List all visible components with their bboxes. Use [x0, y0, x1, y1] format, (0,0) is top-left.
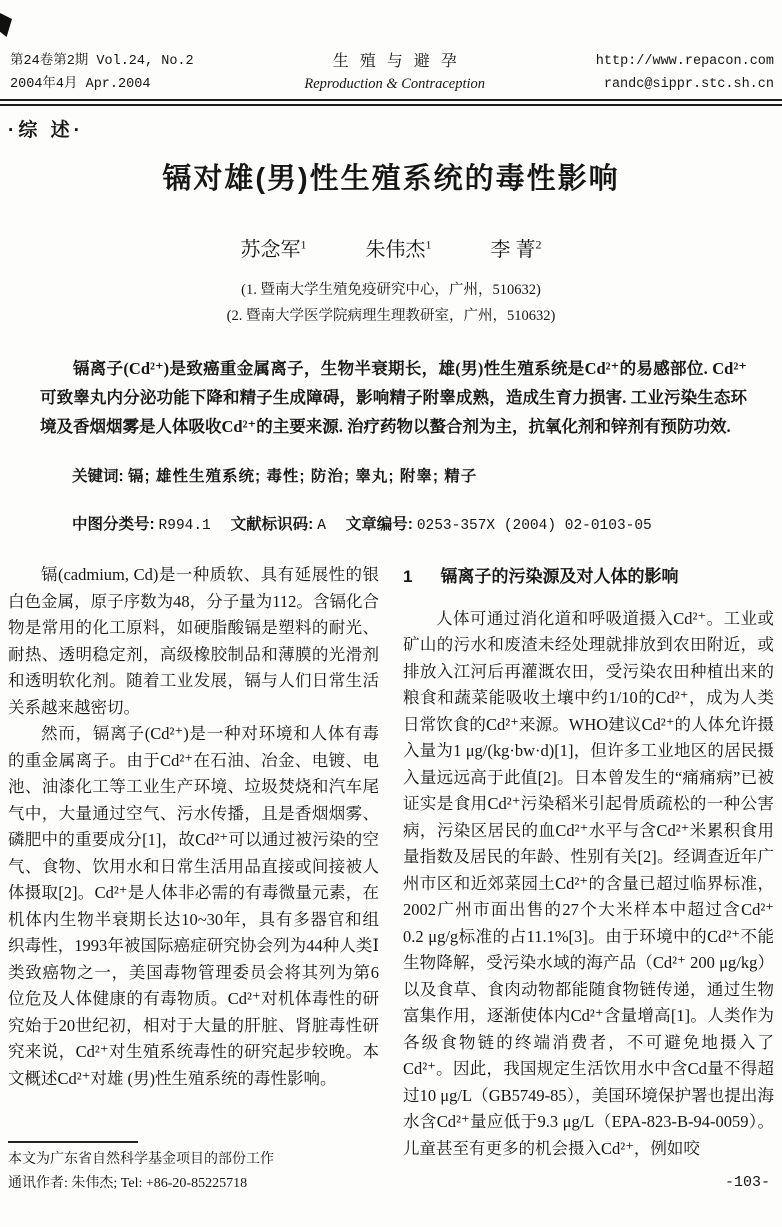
affiliation-block	[0, 277, 782, 329]
journal-name-english: Reproduction & Contraception	[304, 76, 486, 92]
clc-label: 中图分类号:	[72, 516, 155, 533]
doc-code-label: 文献标识码:	[230, 516, 314, 533]
review-section-marker: ·综 述·	[8, 120, 84, 141]
keywords-values: 镉; 雄性生殖系统; 毒性; 防治; 睾丸; 附睾; 精子	[127, 468, 478, 485]
clc-value: R994.1	[158, 518, 211, 534]
author-line	[0, 233, 782, 262]
author	[241, 239, 307, 261]
header-divider-rule	[0, 99, 782, 106]
journal-name-block	[304, 50, 485, 96]
issue-info	[10, 50, 194, 96]
right-column	[403, 562, 774, 1196]
classification-line	[72, 512, 747, 534]
author-affiliation-sup: 1	[300, 237, 307, 252]
affiliation-line: (1. 暨南大学生殖免疫研究中心，广州，510632)	[241, 282, 541, 298]
journal-name-chinese: 生殖与避孕	[332, 53, 468, 70]
abstract-text: 镉离子(Cd²⁺)是致癌重金属离子，生物半衰期长，雄(男)性生殖系统是Cd²⁺的易感部位. Cd²⁺可致睾丸内分泌功能下降和精子生成障碍，影响精子附睾成熟，造成生育力损害. 工业污染生态环境及香烟烟雾是人体吸收Cd²⁺的主要来源. 治疗药物以螯合剂为主，抗氧化剂和锌剂有预防功效.	[40, 359, 747, 436]
author	[491, 239, 542, 261]
journal-header	[0, 0, 782, 96]
section-1-number: 1	[403, 567, 413, 586]
author-name: 李 菁	[490, 239, 536, 261]
journal-website: http://www.repacon.com	[595, 54, 774, 69]
author-affiliation-sup: 2	[535, 237, 542, 252]
footnote-funding-line: 本文为广东省自然科学基金项目的部份工作	[8, 1152, 274, 1167]
footnote-block	[8, 1141, 379, 1196]
section-1-heading	[403, 564, 774, 591]
body-columns	[8, 562, 774, 1196]
section-1-title: 镉离子的污染源及对人体的影响	[440, 567, 679, 586]
intro-paragraph-1: 镉(cadmium, Cd)是一种质软、具有延展性的银白色金属，原子序数为48，分子量为112。含镉化合物是常用的化工原料，如硬脂酸镉是塑料的耐光、耐热、透明稳定剂，高级橡胶制品和薄膜的光滑剂和透明软化剂。随着工业发展，镉与人们日常生活关系越来越密切。	[8, 565, 379, 717]
keywords-line	[72, 464, 747, 486]
issue-volume-line: 第24卷第2期 Vol.24, No.2	[10, 54, 194, 69]
page-number: -103-	[724, 1173, 770, 1191]
issue-date-line: 2004年4月 Apr.2004	[10, 77, 151, 92]
author-name: 苏念军	[240, 239, 301, 261]
intro-paragraph-2: 然而，镉离子(Cd²⁺)是一种对环境和人体有毒的重金属离子。由于Cd²⁺在石油、冶金、电镀、电池、油漆化工等工业生产环境、垃圾焚烧和汽车尾气中，大量通过空气、污水传播，且是香烟烟雾、磷肥中的重要成分[1]，故Cd²⁺可以通过被污染的空气、食物、饮用水和日常生活用品直接或间接被人体摄取[2]。Cd²⁺是人体非必需的有毒微量元素，在机体内生物半衰期长达10~30年，具有多器官和组织毒性，1993年被国际癌症研究协会列为44种人类Ⅰ类致癌物之一，美国毒物管理委员会将其列为第6位危及人体健康的有毒物质。Cd²⁺对机体毒性的研究始于20世纪初，相对于大量的肝脏、肾脏毒性研究来说，Cd²⁺对生殖系统毒性的研究起步较晚。本文概述Cd²⁺对雄 (男)性生殖系统的毒性影响。	[8, 724, 379, 1088]
doc-code-value: A	[317, 518, 326, 534]
left-column	[8, 562, 379, 1196]
author	[366, 239, 432, 261]
footnote-divider-rule	[8, 1141, 138, 1143]
footnote-corresponding-author-line: 通讯作者: 朱伟杰; Tel: +86-20-85225718	[8, 1176, 248, 1191]
journal-email: randc@sippr.stc.sh.cn	[603, 77, 774, 92]
journal-contact-block	[596, 50, 774, 96]
keywords-label: 关键词:	[72, 468, 124, 485]
author-name: 朱伟杰	[365, 239, 426, 261]
article-id-value: 0253-357X (2004) 02-0103-05	[416, 518, 652, 534]
affiliation-line: (2. 暨南大学医学院病理生理教研室，广州，510632)	[226, 308, 556, 324]
article-title: 镉对雄(男)性生殖系统的毒性影响	[162, 163, 620, 195]
author-affiliation-sup: 1	[425, 237, 432, 252]
article-id-label: 文章编号:	[345, 516, 413, 533]
section-1-paragraph: 人体可通过消化道和呼吸道摄入Cd²⁺。工业或矿山的污水和废渣未经处理就排放到农田附近，或排放入江河后再灌溉农田，受污染农田种植出来的粮食和蔬菜能吸收土壤中约1/10的Cd²⁺，成为人类日常饮食的Cd²⁺来源。WHO建议Cd²⁺的人体允许摄入量为1 μg/(kg·bw·d)[1]，但许多工业地区的居民摄入量远远高于此值[2]。日本曾发生的“痛痛病”已被证实是食用Cd²⁺污染稻米引起骨质疏松的一种公害病，污染区居民的血Cd²⁺水平与含Cd²⁺米累积食用量指数及居民的年龄、性别有关[2]。经调查近年广州市区和近郊菜园土Cd²⁺的含量已超过临界标准，2002广州市面出售的27个大米样本中超过含Cd²⁺ 0.2 μg/g标准的占11.1%[3]。由于环境中的Cd²⁺不能生物降解，受污染水域的海产品（Cd²⁺ 200 μg/kg）以及食草、食肉动物都能随食物链传递，通过生物富集作用，逐渐使体内Cd²⁺含量增高[1]。人类作为各级食物链的终端消费者，不可避免地摄入了Cd²⁺。因此，我国规定生活饮用水中含Cd量不得超过10 μg/L（GB5749-85），美国环境保护署也提出海水含Cd²⁺量应低于9.3 μg/L（EPA-823-B-94-0059）。儿童甚至有更多的机会摄入Cd²⁺，例如咬	[403, 608, 774, 1158]
